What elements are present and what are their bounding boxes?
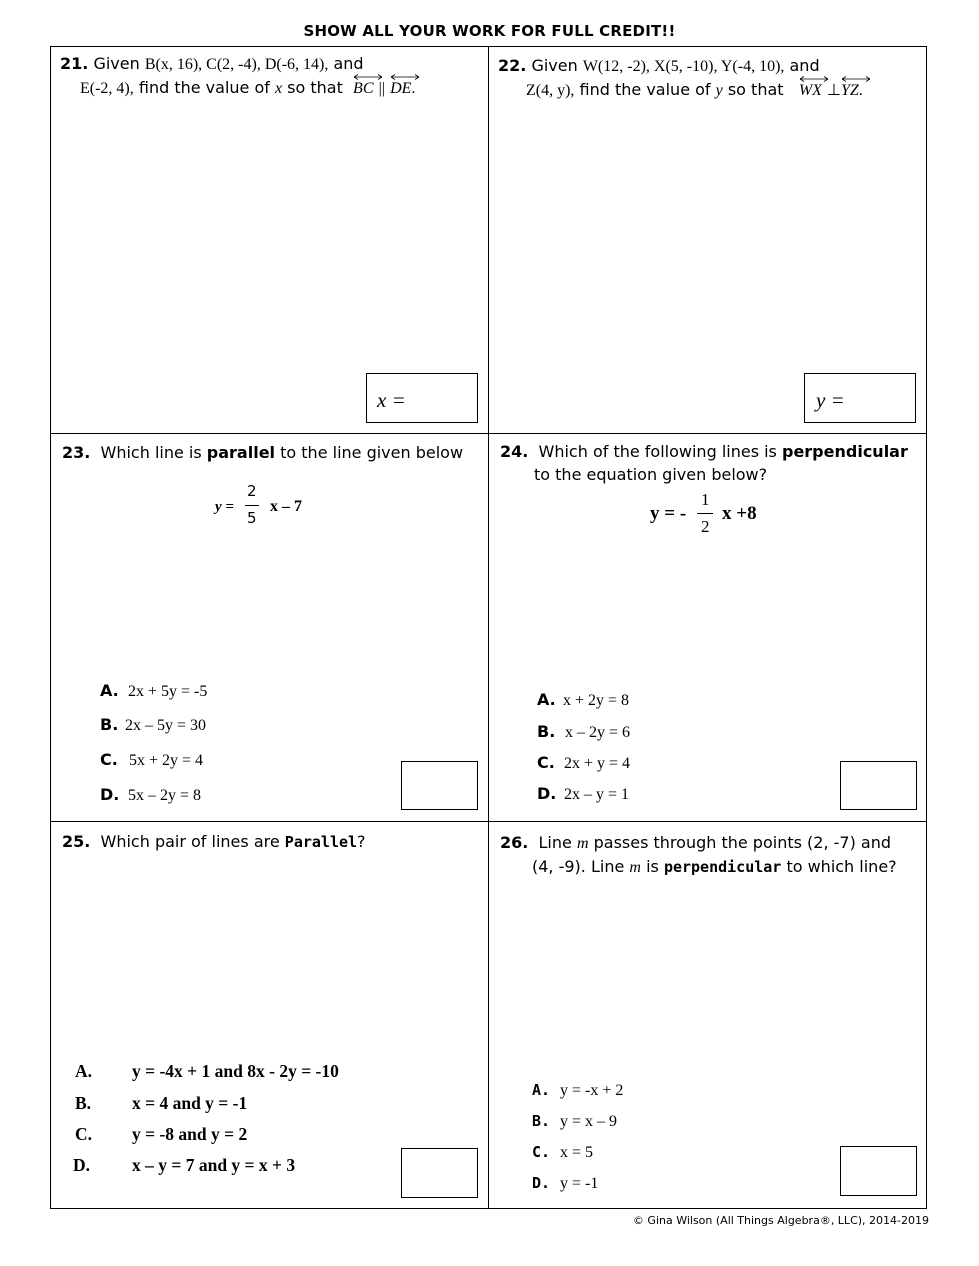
variable: y [715,82,723,99]
line-de-symbol: DE [390,77,411,100]
variable-m: m [576,835,589,852]
answer-label-22: y = [816,388,845,412]
grid-divider-row2 [50,821,927,822]
answer-box-25[interactable] [401,1148,478,1198]
choice-23-a[interactable]: A. 2x + 5y = -5 [100,681,208,700]
question-text: to the equation given below? [534,465,768,484]
equation-rhs: x – 7 [270,498,302,515]
choice-26-d[interactable]: D. y = -1 [532,1174,599,1192]
question-number: 24. [500,442,529,461]
question-mark: ? [357,832,366,851]
grid-divider-row1 [50,433,927,434]
question-text: (4, -9). Line [532,857,625,876]
question-text: find the value of [138,78,270,97]
choice-23-b[interactable]: B. 2x – 5y = 30 [100,715,207,734]
question-text: passes through the points (2, -7) and [593,833,892,852]
choice-24-c[interactable]: C. 2x + y = 4 [537,753,631,772]
double-arrow-icon [841,76,871,82]
question-number: 23. [62,443,91,462]
fraction-bar [697,513,713,514]
question-number: 26. [500,833,529,852]
variable: x [274,80,283,97]
parallel-symbol: || [378,80,385,97]
question-text: so that [727,80,784,99]
answer-box-26[interactable] [840,1146,917,1196]
question-text: to which line? [786,857,897,876]
question-text: is [646,857,659,876]
fraction-denominator: 5 [247,509,257,527]
question-24 [500,440,908,486]
choice-24-b[interactable]: B. x – 2y = 6 [537,722,631,741]
choice-24-a[interactable]: A. x + 2y = 8 [537,690,630,709]
choice-26-c[interactable]: C. x = 5 [532,1143,594,1161]
equation-lhs: y = [215,499,234,515]
question-text: Given [93,54,140,73]
choice-24-d[interactable]: D. 2x – y = 1 [537,784,630,803]
choice-25-a[interactable]: A. y = -4x + 1 and 8x - 2y = -10 [75,1061,339,1081]
question-text: Given [531,56,578,75]
choice-26-b[interactable]: B. y = x – 9 [532,1112,618,1130]
question-22: 22. Given W(12, -2), X(5, -10), Y(-4, 10), and Z(4, y), find the value of y so that WX ⊥ YZ. [498,54,918,102]
point-z: Z(4, y), [526,82,575,99]
equation-rhs: x +8 [722,503,757,524]
question-number: 21. [60,54,89,73]
fraction-denominator: 2 [701,517,710,536]
question-text: Which of the following lines is [538,442,777,461]
choice-23-d[interactable]: D. 5x – 2y = 8 [100,785,202,804]
choice-25-b[interactable]: B. x = 4 and y = -1 [75,1093,248,1113]
question-number: 22. [498,56,527,75]
double-arrow-icon [799,76,829,82]
point-e: E(-2, 4), [80,80,134,97]
question-text: and [333,54,364,73]
choice-23-c[interactable]: C. 5x + 2y = 4 [100,750,204,769]
perpendicular-symbol: ⊥ [827,82,841,99]
line-wx-symbol: WX [799,79,822,102]
question-21: 21. Given B(x, 16), C(2, -4), D(-6, 14), and E(-2, 4), find the value of x so that BC || DE. [60,52,480,100]
line-bc-symbol: BC [353,77,373,100]
copyright-footer: © Gina Wilson (All Things Algebra®, LLC), 2014-2019 [632,1214,929,1227]
question-text: to the line given below [280,443,464,462]
grid-vertical-divider [488,46,489,1209]
line-yz-symbol: YZ [841,79,859,102]
double-arrow-icon [390,74,420,80]
question-text: Which line is [100,443,202,462]
variable-m: m [629,859,641,876]
fraction-bar [245,505,259,506]
question-26 [500,831,897,879]
keyword-perpendicular: perpendicular [663,858,782,876]
points-list: B(x, 16), C(2, -4), D(-6, 14), [144,56,329,73]
question-25 [62,830,366,854]
page-header: SHOW ALL YOUR WORK FOR FULL CREDIT!! [303,22,676,40]
question-text: so that [287,78,343,97]
question-text: Which pair of lines are [100,832,280,851]
question-number: 25. [62,832,91,851]
choice-25-d[interactable]: D. x – y = 7 and y = x + 3 [73,1155,296,1175]
question-text: Line [538,833,572,852]
answer-label-21: x = [377,388,406,412]
question-text: find the value of [579,80,711,99]
keyword-parallel: Parallel [284,833,358,851]
question-23 [62,441,463,464]
choice-25-c[interactable]: C. y = -8 and y = 2 [75,1124,248,1144]
question-text: and [789,56,820,75]
fraction-numerator: 1 [701,490,710,509]
answer-box-24[interactable] [840,761,917,810]
points-list: W(12, -2), X(5, -10), Y(-4, 10), [582,58,785,75]
answer-box-23[interactable] [401,761,478,810]
double-arrow-icon [353,74,383,80]
keyword-perpendicular: perpendicular [781,442,908,461]
fraction-numerator: 2 [247,482,257,500]
choice-26-a[interactable]: A. y = -x + 2 [532,1081,624,1099]
keyword-parallel: parallel [206,443,276,462]
equation-lhs: y = - [650,503,687,524]
